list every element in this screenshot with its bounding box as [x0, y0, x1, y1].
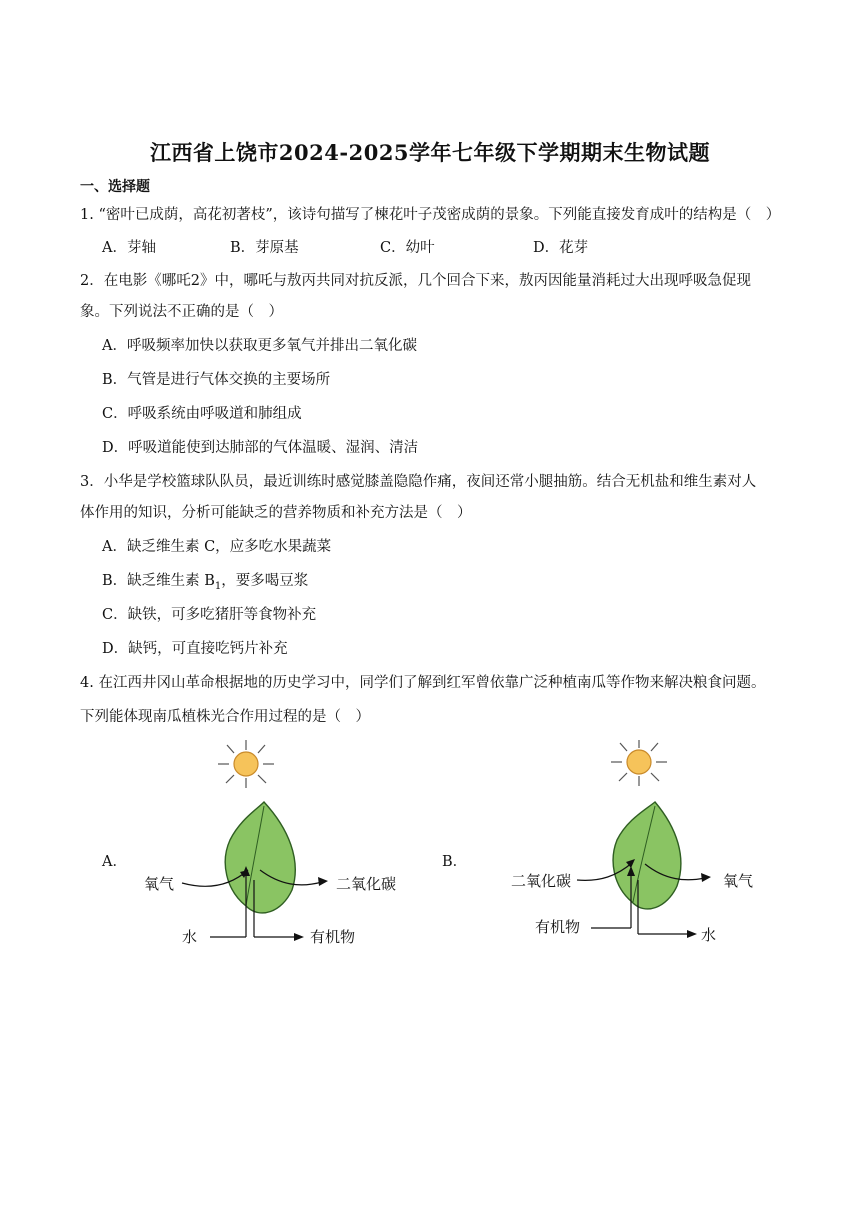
fig-a-water: 水 [182, 928, 198, 946]
q4-stem-line1: 4. 在江西井冈山革命根据地的历史学习中，同学们了解到红军曾依靠广泛种植南瓜等作物来解决粮食问题。 [80, 675, 766, 691]
q3-option-c[interactable]: C．缺铁，可多吃猪肝等食物补充 [102, 607, 317, 623]
q1-option-c[interactable]: C．幼叶 [380, 240, 435, 256]
q1-option-b[interactable]: B．芽原基 [230, 240, 299, 256]
q3-option-b[interactable] [102, 571, 308, 597]
q3-option-b-subscript: 1 [214, 580, 222, 592]
q3-option-a[interactable]: A．缺乏维生素 C，应多吃水果蔬菜 [102, 539, 332, 555]
fig-a-organic: 有机物 [310, 928, 356, 946]
q4-option-a-label[interactable]: A． [102, 854, 127, 870]
leaf-icon [613, 802, 681, 909]
q3-option-b-text: B．缺乏维生素 B [102, 573, 215, 589]
q3-stem-line2: 体作用的知识，分析可能缺乏的营养物质和补充方法是（ ） [80, 505, 472, 521]
fig-b-co2-in: 二氧化碳 [511, 872, 572, 890]
q2-stem-line1: 2．在电影《哪吒2》中，哪吒与敖丙共同对抗反派，几个回合下来，敖丙因能量消耗过大出现呼吸急促现 [80, 273, 751, 289]
q4-figure-b [505, 740, 775, 955]
fig-b-organic: 有机物 [535, 918, 581, 936]
q4-figure-a [130, 740, 420, 955]
q3-stem-line1: 3．小华是学校篮球队队员，最近训练时感觉膝盖隐隐作痛，夜间还常小腿抽筋。结合无机盐和维生素对人 [80, 474, 757, 490]
q2-stem-line2: 象。下列说法不正确的是（ ） [80, 304, 283, 320]
q2-option-b[interactable]: B．气管是进行气体交换的主要场所 [102, 372, 331, 388]
fig-a-oxygen-in: 氧气 [144, 875, 175, 893]
q3-option-d[interactable]: D．缺钙，可直接吃钙片补充 [102, 641, 288, 657]
leaf-icon [225, 802, 295, 913]
q2-option-d[interactable]: D．呼吸道能使到达肺部的气体温暖、湿润、清洁 [102, 440, 419, 456]
q4-stem-line2: 下列能体现南瓜植株光合作用过程的是（ ） [80, 709, 370, 725]
page-title: 江西省上饶市2024-2025学年七年级下学期期末生物试题 [149, 140, 711, 165]
q3-option-b-text-tail: ，要多喝豆浆 [221, 573, 309, 589]
fig-b-oxygen-out: 氧气 [723, 872, 754, 890]
q4-option-b-label[interactable]: B． [442, 854, 468, 870]
section-heading: 一、选择题 [80, 179, 150, 195]
q1-option-a[interactable]: A．芽轴 [102, 240, 156, 256]
q2-option-c[interactable]: C．呼吸系统由呼吸道和肺组成 [102, 406, 302, 422]
sun-icon [218, 740, 274, 788]
q2-option-a[interactable]: A．呼吸频率加快以获取更多氧气并排出二氧化碳 [102, 338, 417, 354]
sun-icon [611, 740, 667, 786]
q1-stem: 1. “密叶已成荫，高花初著枝”，该诗句描写了楝花叶子茂密成荫的景象。下列能直接发育成叶的结构是（ ） [80, 207, 781, 223]
fig-b-water: 水 [701, 926, 717, 944]
fig-a-co2-out: 二氧化碳 [336, 875, 397, 893]
q1-option-d[interactable]: D．花芽 [533, 240, 589, 256]
